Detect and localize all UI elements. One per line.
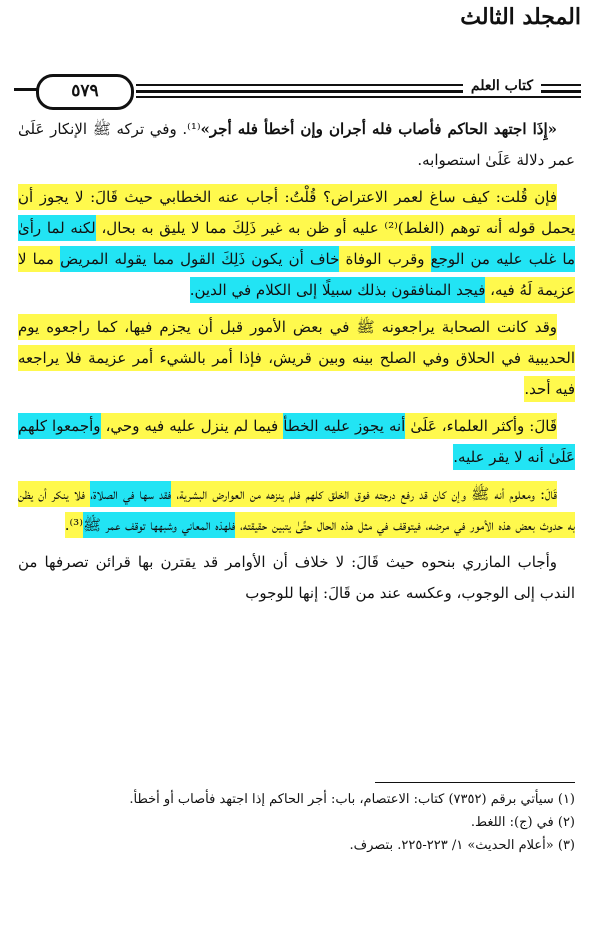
footnote-text: في (ج): اللغط. xyxy=(470,815,554,830)
paragraph-p3 xyxy=(18,312,575,405)
highlighted-text-yellow: عليه أو ظن به غير ذَلِكَ مما لا يليق به بحال، xyxy=(96,215,385,241)
paragraph-p5 xyxy=(18,479,575,541)
highlighted-text-yellow: فإن قُلت: كيف ساغ لعمر الاعتراض؟ قُلْتُ: أجاب عنه الخطابي حيث قَالَ: لا يجوز أن يحمل قوله أنه توهم (الغلط) xyxy=(18,184,575,241)
footnote-text: «أعلام الحديث» ١/ ٢٢٣-٢٢٥. بتصرف. xyxy=(349,838,554,853)
highlighted-text-yellow: ⁽³⁾ xyxy=(69,512,82,538)
highlighted-text-yellow: فيما لم ينزل عليه فيه وحي، xyxy=(101,413,284,439)
footnote-item xyxy=(18,788,575,811)
highlighted-text-yellow: قَالَ: وأكثر العلماء، عَلَىٰ xyxy=(405,413,557,439)
highlighted-text-cyan: فقد سها في الصلاة، xyxy=(90,481,171,507)
main-text xyxy=(18,114,575,609)
highlighted-text-cyan: وأجمعوا كلهم عَلَىٰ أنه لا يقر عليه. xyxy=(18,413,575,470)
highlighted-text-cyan: لكنه لما رأىٰ ما غلب عليه من الوجع xyxy=(18,215,575,272)
highlighted-text-cyan: خاف أن يكون ذَلِكَ القول مما يقوله المريض xyxy=(60,246,339,272)
highlighted-text-yellow: . xyxy=(65,512,70,538)
highlighted-text-yellow: مما لا عزيمة لَهُ فيه، xyxy=(18,246,575,303)
highlighted-text-yellow: قَالَ: ومعلوم أنه ﷺ وإن كان قد رفع درجته فوق الخلق كلهم فلم ينزهه من العوارض البشرية، xyxy=(171,481,557,507)
paragraph-p1 xyxy=(18,114,575,176)
header-rule xyxy=(136,96,581,98)
volume-title: المجلد الثالث xyxy=(460,4,581,30)
page-number: ٥٧٩ xyxy=(36,74,134,110)
highlighted-text-cyan: فيجد المنافقون بذلك سبيلًا إلى الكلام في الدين. xyxy=(190,277,486,303)
paragraph-p6 xyxy=(18,547,575,609)
text-segment: ⁽¹⁾ xyxy=(187,120,201,138)
highlighted-text-yellow: وقرب الوفاة xyxy=(339,246,430,272)
footnotes xyxy=(18,788,575,857)
footnote-number: (٣) xyxy=(557,838,575,853)
text-segment: «إِذَا اجتهد الحاكم فأصاب فله أجران وإن أخطأ فله أجر» xyxy=(200,120,557,138)
text-segment: . وفي تركه ﷺ الإنكار عَلَىٰ عمر دلالة عَلَىٰ استصوابه. xyxy=(18,120,575,169)
text-segment: وأجاب المازري بنحوه حيث قَالَ: لا خلاف أن الأوامر قد يقترن بها قرائن تصرفها من الندب إلى الوجوب، وعكسه عند من قَالَ: إنها للوجوب xyxy=(18,553,575,602)
running-header xyxy=(14,74,581,108)
chapter-title: كتاب العلم xyxy=(463,78,541,94)
highlighted-text-yellow: فلا ينكر أن يظن به حدوث بعض هذه الأمور في مرضه، فيتوقف في مثل هذه الحال حتَّىٰ يتبين حقيقته، xyxy=(18,481,575,538)
highlighted-text-yellow: ⁽²⁾ xyxy=(384,215,397,241)
footnote-number: (١) xyxy=(557,792,575,807)
paragraph-p4 xyxy=(18,411,575,473)
footnote-text: سيأتي برقم (٧٣٥٢) كتاب: الاعتصام، باب: أجر الحاكم إذا اجتهد فأصاب أو أخطأ. xyxy=(129,792,554,807)
footnote-number: (٢) xyxy=(557,815,575,830)
paragraph-p2 xyxy=(18,182,575,306)
footnote-separator xyxy=(375,782,575,783)
footnote-item xyxy=(18,811,575,834)
highlighted-text-cyan: فلهذه المعاني وشبهها توقف عمر ﷺ xyxy=(83,512,235,538)
highlighted-text-yellow: وقد كانت الصحابة يراجعونه ﷺ في بعض الأمور قبل أن يجزم فيها، كما راجعوه يوم الحديبية في الحلاق وفي الصلح بينه وبين قريش، فإذا أمر بالشيء أمر عزيمة فلا يراجعه فيه أحد. xyxy=(18,314,575,402)
footnote-item xyxy=(18,834,575,857)
highlighted-text-cyan: أنه يجوز عليه الخطأ xyxy=(283,413,405,439)
